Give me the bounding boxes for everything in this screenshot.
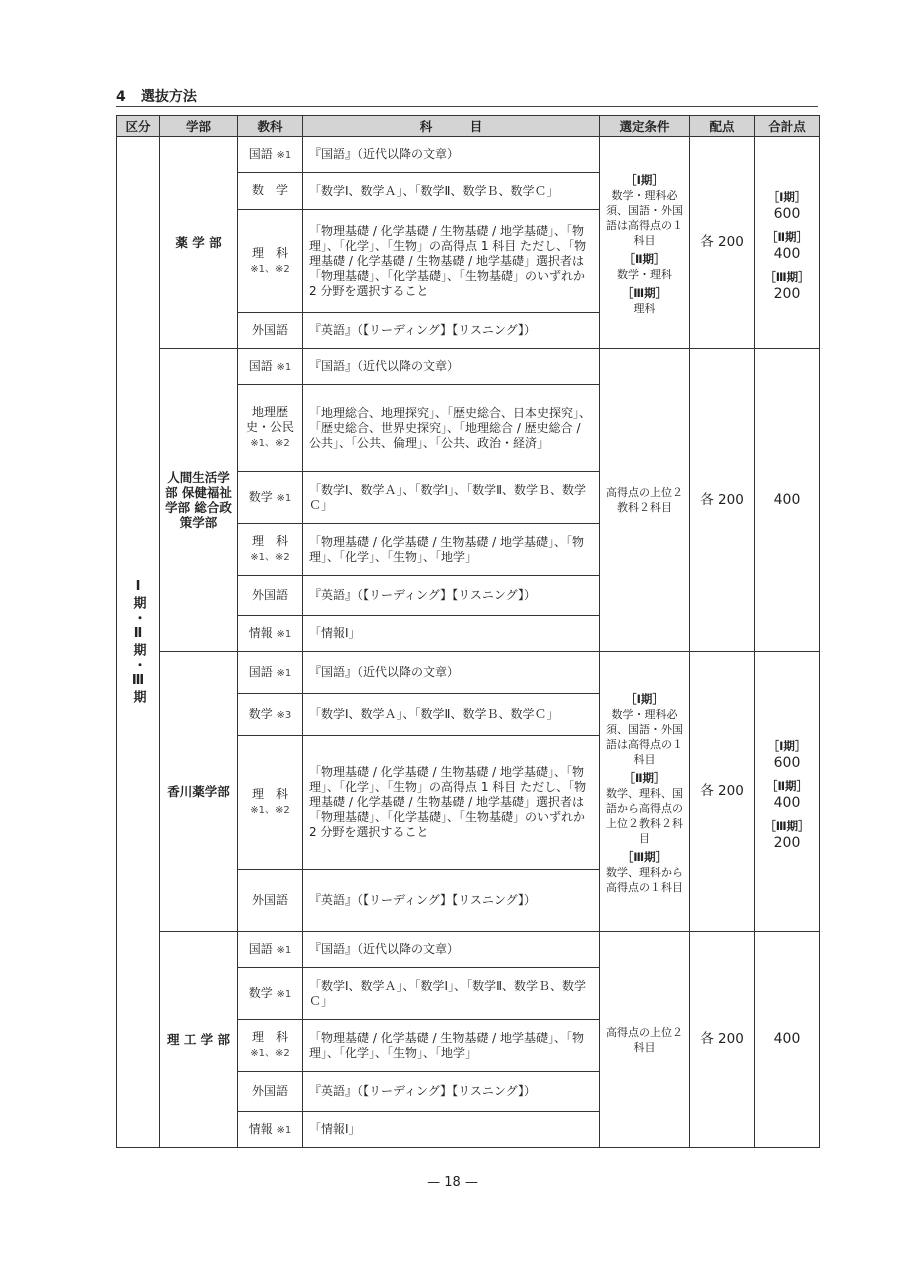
header-subject-area: 教科 bbox=[238, 116, 303, 137]
table-row bbox=[117, 137, 820, 173]
subject-area-cell bbox=[238, 1072, 303, 1112]
subject-detail-cell: 「情報Ⅰ」 bbox=[303, 1112, 600, 1148]
total-cell bbox=[755, 349, 820, 652]
subject-note: ※1、※2 bbox=[250, 1048, 290, 1059]
selection-table bbox=[116, 115, 820, 1148]
subject-detail-cell: 「数学Ⅰ、数学Ａ」、「数学Ⅱ、数学Ｂ、数学Ｃ」 bbox=[303, 694, 600, 736]
subject-area-cell bbox=[238, 173, 303, 210]
total-text: ［Ⅲ期］ bbox=[764, 269, 810, 284]
subject-area-cell bbox=[238, 932, 303, 968]
condition-text: 高得点の上位２科目 bbox=[606, 1025, 683, 1054]
subject-detail-cell: 『国語』（近代以降の文章） bbox=[303, 652, 600, 694]
condition-text: 理科 bbox=[633, 302, 656, 315]
table-header-row bbox=[117, 116, 820, 137]
subject-note: ※1 bbox=[276, 361, 292, 373]
subject-area-label: 数 学 bbox=[251, 183, 288, 197]
subject-area-label: 国語 bbox=[248, 358, 273, 373]
subject-area-label: 数学 bbox=[248, 489, 273, 504]
page-number: — 18 — bbox=[427, 1175, 478, 1190]
table-row bbox=[117, 652, 820, 694]
condition-text: 数学・理科 bbox=[617, 268, 672, 281]
total-text: 200 bbox=[773, 834, 801, 851]
faculty-cell: 薬 学 部 bbox=[160, 137, 238, 349]
condition-text: ［Ⅰ期］ bbox=[625, 173, 664, 187]
subject-note: ※1 bbox=[276, 492, 292, 504]
section-number: 4 bbox=[116, 89, 126, 105]
condition-cell bbox=[600, 652, 690, 932]
total-text: 400 bbox=[773, 491, 801, 508]
subject-area-label: 情報 bbox=[248, 1121, 273, 1136]
subject-area-cell bbox=[238, 385, 303, 472]
subject-note: ※1、※2 bbox=[250, 805, 290, 816]
subject-detail-cell: 『国語』（近代以降の文章） bbox=[303, 137, 600, 173]
condition-text: 数学・理科必須、国語・外国語は高得点の１科目 bbox=[606, 189, 683, 247]
subject-area-label: 理 科 bbox=[251, 245, 288, 260]
subject-area-label: 国語 bbox=[248, 664, 273, 679]
subject-area-cell bbox=[238, 736, 303, 870]
subject-area-label: 外国語 bbox=[251, 322, 288, 337]
points-cell: 各 200 bbox=[690, 137, 755, 349]
subject-area-cell bbox=[238, 137, 303, 173]
condition-cell bbox=[600, 932, 690, 1148]
period-label: Ⅰ期・Ⅱ期・Ⅲ期 bbox=[130, 579, 146, 705]
subject-area-cell bbox=[238, 576, 303, 616]
subject-detail-cell: 「情報Ⅰ」 bbox=[303, 616, 600, 652]
subject-note: ※1 bbox=[276, 628, 292, 640]
condition-text: 数学、理科から高得点の１科目 bbox=[606, 866, 683, 894]
subject-area-cell bbox=[238, 870, 303, 932]
subject-note: ※1 bbox=[276, 1124, 292, 1136]
condition-text: ［Ⅲ期］ bbox=[621, 286, 668, 300]
total-text: ［Ⅱ期］ bbox=[765, 778, 809, 793]
subject-detail-cell: 「物理基礎 / 化学基礎 / 生物基礎 / 地学基礎」、「物理」、「化学」、「生物」の高得点 1 科目 ただし、「物理基礎 / 化学基礎 / 生物基礎 / 地学基礎」選択者は「物理基礎」、「化学基礎」、「生物基礎」のいずれか 2 分野を選択すること bbox=[303, 210, 600, 313]
subject-detail-cell: 「物理基礎 / 化学基礎 / 生物基礎 / 地学基礎」、「物理」、「化学」、「生物」、「地学」 bbox=[303, 524, 600, 576]
subject-area-label: 外国語 bbox=[251, 1083, 288, 1098]
section-title: 選抜方法 bbox=[140, 89, 197, 105]
subject-detail-cell: 「物理基礎 / 化学基礎 / 生物基礎 / 地学基礎」、「物理」、「化学」、「生物」、「地学」 bbox=[303, 1020, 600, 1072]
subject-note: ※3 bbox=[276, 709, 292, 721]
total-text: 400 bbox=[773, 1031, 801, 1047]
subject-area-label: 外国語 bbox=[251, 587, 288, 602]
total-text: ［Ⅰ期］ bbox=[767, 189, 807, 204]
subject-detail-cell: 「数学Ⅰ、数学Ａ」、「数学Ⅰ」、「数学Ⅱ、数学Ｂ、数学Ｃ」 bbox=[303, 472, 600, 524]
subject-area-cell bbox=[238, 313, 303, 349]
subject-area-cell bbox=[238, 524, 303, 576]
total-text: 200 bbox=[773, 285, 801, 302]
subject-area-label: 外国語 bbox=[251, 892, 288, 907]
faculty-cell: 理 工 学 部 bbox=[160, 932, 238, 1148]
subject-area-label: 理 科 bbox=[251, 1030, 288, 1044]
section-heading bbox=[116, 86, 818, 107]
total-text: ［Ⅱ期］ bbox=[765, 229, 809, 244]
subject-area-label: 理 科 bbox=[251, 534, 288, 548]
subject-detail-cell: 「数学Ⅰ、数学Ａ」、「数学Ⅰ」、「数学Ⅱ、数学Ｂ、数学Ｃ」 bbox=[303, 968, 600, 1020]
subject-detail-cell: 「地理総合、地理探究」、「歴史総合、日本史探究」、「歴史総合、世界史探究」、「地理総合 / 歴史総合 / 公共」、「公共、倫理」、「公共、政治・経済」 bbox=[303, 385, 600, 472]
points-cell: 各 200 bbox=[690, 349, 755, 652]
table-row bbox=[117, 349, 820, 385]
subject-area-cell bbox=[238, 968, 303, 1020]
total-text: 600 bbox=[773, 754, 801, 771]
subject-area-label: 数学 bbox=[248, 706, 273, 721]
condition-text: 高得点の上位２教科２科目 bbox=[606, 486, 683, 514]
condition-cell bbox=[600, 137, 690, 349]
subject-detail-cell: 『英語』（【リーディング】【リスニング】） bbox=[303, 576, 600, 616]
period-cell bbox=[117, 137, 160, 1148]
subject-detail-cell: 「物理基礎 / 化学基礎 / 生物基礎 / 地学基礎」、「物理」、「化学」、「生物」の高得点 1 科目 ただし、「物理基礎 / 化学基礎 / 生物基礎 / 地学基礎」選択者は「物理基礎」、「化学基礎」、「生物基礎」のいずれか 2 分野を選択すること bbox=[303, 736, 600, 870]
subject-note: ※1 bbox=[276, 988, 292, 1000]
subject-detail-cell: 『英語』（【リーディング】【リスニング】） bbox=[303, 1072, 600, 1112]
subject-area-cell bbox=[238, 1020, 303, 1072]
subject-area-cell bbox=[238, 210, 303, 313]
header-points: 配点 bbox=[690, 116, 755, 137]
condition-text: ［Ⅱ期］ bbox=[623, 771, 666, 785]
total-text: ［Ⅰ期］ bbox=[767, 738, 807, 753]
condition-text: ［Ⅱ期］ bbox=[623, 252, 666, 266]
subject-note: ※1、※2 bbox=[250, 438, 290, 449]
subject-area-label: 国語 bbox=[248, 941, 273, 956]
points-cell: 各 200 bbox=[690, 932, 755, 1148]
points-cell: 各 200 bbox=[690, 652, 755, 932]
header-total: 合計点 bbox=[755, 116, 820, 137]
subject-area-label: 地理歴史・公民 bbox=[245, 405, 294, 434]
condition-text: ［Ⅰ期］ bbox=[625, 692, 664, 706]
header-faculty: 学部 bbox=[160, 116, 238, 137]
subject-area-cell bbox=[238, 349, 303, 385]
subject-area-cell bbox=[238, 1112, 303, 1148]
subject-note: ※1、※2 bbox=[250, 552, 290, 563]
subject-note: ※1 bbox=[276, 667, 292, 679]
subject-area-cell bbox=[238, 694, 303, 736]
condition-text: ［Ⅲ期］ bbox=[621, 850, 668, 864]
header-category: 区分 bbox=[117, 116, 160, 137]
subject-area-cell bbox=[238, 652, 303, 694]
table-row bbox=[117, 932, 820, 968]
total-text: 400 bbox=[773, 794, 801, 811]
subject-detail-cell: 『英語』（【リーディング】【リスニング】） bbox=[303, 870, 600, 932]
subject-area-label: 理 科 bbox=[251, 787, 288, 801]
header-subject: 科 目 bbox=[303, 116, 600, 137]
total-cell bbox=[755, 137, 820, 349]
subject-detail-cell: 『英語』（【リーディング】【リスニング】） bbox=[303, 313, 600, 349]
faculty-cell: 香川薬学部 bbox=[160, 652, 238, 932]
condition-cell bbox=[600, 349, 690, 652]
total-cell bbox=[755, 652, 820, 932]
faculty-cell: 人間生活学部 保健福祉学部 総合政策学部 bbox=[160, 349, 238, 652]
subject-note: ※1、※2 bbox=[250, 263, 290, 275]
subject-area-label: 国語 bbox=[248, 146, 273, 161]
condition-text: 数学、理科、国語から高得点の上位２教科２科目 bbox=[606, 787, 683, 845]
subject-area-cell bbox=[238, 472, 303, 524]
subject-note: ※1 bbox=[276, 944, 292, 956]
total-text: ［Ⅲ期］ bbox=[764, 818, 810, 833]
subject-note: ※1 bbox=[276, 149, 292, 161]
subject-detail-cell: 『国語』（近代以降の文章） bbox=[303, 932, 600, 968]
subject-area-label: 数学 bbox=[248, 985, 273, 1000]
condition-text: 数学・理科必須、国語・外国語は高得点の１科目 bbox=[606, 708, 683, 766]
total-text: 600 bbox=[773, 205, 801, 222]
subject-detail-cell: 「数学Ⅰ、数学Ａ」、「数学Ⅱ、数学Ｂ、数学Ｃ」 bbox=[303, 173, 600, 210]
subject-area-cell bbox=[238, 616, 303, 652]
total-text: 400 bbox=[773, 245, 801, 262]
subject-area-label: 情報 bbox=[248, 625, 273, 640]
total-cell bbox=[755, 932, 820, 1148]
header-condition: 選定条件 bbox=[600, 116, 690, 137]
subject-detail-cell: 『国語』（近代以降の文章） bbox=[303, 349, 600, 385]
